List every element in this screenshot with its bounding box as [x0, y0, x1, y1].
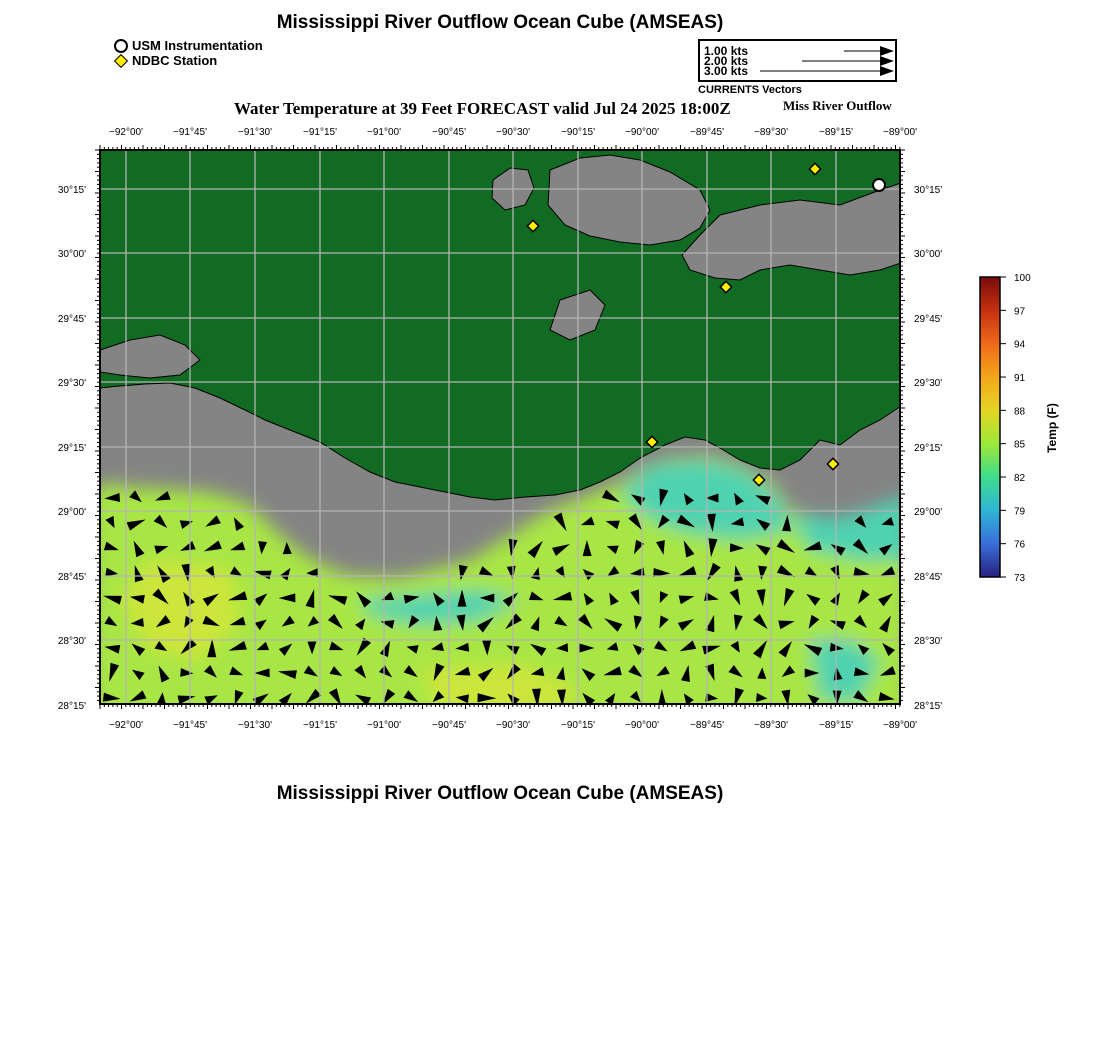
lon-tick-label: −90°30' [496, 720, 530, 731]
map-subtitle: Water Temperature at 39 Feet FORECAST valid Jul 24 2025 18:00Z [234, 99, 731, 118]
temperature-colorbar [980, 273, 1059, 584]
colorbar-tick-label: 76 [1014, 539, 1026, 551]
lon-tick-label: −89°30' [754, 127, 788, 138]
lat-tick-label: 30°00' [914, 249, 943, 260]
lon-tick-label: −91°30' [238, 127, 272, 138]
lat-labels-left [58, 185, 86, 712]
map-layers [90, 140, 910, 720]
lon-tick-label: −90°15' [561, 720, 595, 731]
lon-tick-label: −91°00' [367, 127, 401, 138]
colorbar-swatch [980, 277, 1000, 577]
vector-legend-title: CURRENTS Vectors [698, 84, 802, 96]
lon-tick-label: −89°15' [819, 720, 853, 731]
colorbar-tick-label: 79 [1014, 506, 1026, 518]
lat-tick-label: 28°30' [57, 636, 86, 647]
lat-tick-label: 29°00' [914, 507, 943, 518]
lon-tick-label: −92°00' [109, 720, 143, 731]
lon-tick-label: −91°30' [238, 720, 272, 731]
region-label: Miss River Outflow [783, 98, 892, 113]
lon-labels-top [109, 127, 917, 138]
lon-tick-label: −89°45' [690, 720, 724, 731]
vector-legend-row-1: 1.00 kts [704, 44, 749, 58]
lon-tick-label: −90°00' [625, 720, 659, 731]
lat-tick-label: 30°15' [57, 185, 86, 196]
lon-tick-label: −89°15' [819, 127, 853, 138]
lat-tick-label: 28°45' [57, 572, 86, 583]
lat-tick-label: 28°30' [914, 636, 943, 647]
lon-tick-label: −90°45' [432, 127, 466, 138]
colorbar-label: Temp (F) [1045, 403, 1059, 453]
lon-tick-label: −92°00' [109, 127, 143, 138]
lon-tick-label: −91°15' [303, 127, 337, 138]
lon-tick-label: −90°45' [432, 720, 466, 731]
colorbar-tick-label: 97 [1014, 306, 1026, 318]
lon-tick-label: −91°15' [303, 720, 337, 731]
colorbar-tick-label: 94 [1014, 339, 1026, 351]
usm-instrumentation-marker[interactable] [873, 179, 885, 191]
lon-tick-label: −91°45' [173, 720, 207, 731]
vector-legend-row-2: 2.00 kts [704, 54, 749, 68]
map-title-lower: Mississippi River Outflow Ocean Cube (AMSEAS) [276, 783, 724, 804]
map-title: Mississippi River Outflow Ocean Cube (AMSEAS) [276, 12, 724, 33]
colorbar-tick-label: 91 [1014, 373, 1026, 384]
colorbar-tick-label: 85 [1014, 439, 1026, 451]
legend-ndbc-label: NDBC Station [132, 53, 218, 68]
lon-labels-bottom [109, 720, 917, 731]
colorbar-tick-label: 100 [1014, 273, 1031, 284]
lon-tick-label: −89°30' [754, 720, 788, 731]
lat-tick-label: 29°15' [57, 443, 86, 454]
legend-usm-label: USM Instrumentation [132, 38, 263, 53]
colorbar-ticks [1000, 273, 1031, 584]
lat-labels-right [914, 185, 942, 712]
lat-tick-label: 30°00' [57, 249, 86, 260]
lat-tick-label: 30°15' [914, 185, 943, 196]
colorbar-tick-label: 82 [1014, 473, 1026, 484]
lat-tick-label: 29°00' [57, 507, 86, 518]
colorbar-tick-label: 73 [1014, 573, 1026, 584]
lon-tick-label: −89°45' [690, 127, 724, 138]
colorbar-tick-label: 88 [1014, 406, 1026, 418]
lat-tick-label: 29°45' [914, 314, 943, 325]
lat-tick-label: 29°15' [914, 443, 943, 454]
lat-tick-label: 28°45' [914, 572, 943, 583]
lat-tick-label: 29°30' [914, 378, 943, 389]
lon-tick-label: −89°00' [883, 127, 917, 138]
lat-tick-label: 29°45' [57, 314, 86, 325]
lon-tick-label: −91°00' [367, 720, 401, 731]
lat-tick-label: 28°15' [914, 701, 943, 712]
lon-tick-label: −90°15' [561, 127, 595, 138]
lon-tick-label: −90°30' [496, 127, 530, 138]
vector-legend-row-3: 3.00 kts [704, 64, 749, 78]
lat-tick-label: 29°30' [57, 378, 86, 389]
lon-tick-label: −91°45' [173, 127, 207, 138]
lon-tick-label: −89°00' [883, 720, 917, 731]
lon-tick-label: −90°00' [625, 127, 659, 138]
lat-tick-label: 28°15' [57, 701, 86, 712]
